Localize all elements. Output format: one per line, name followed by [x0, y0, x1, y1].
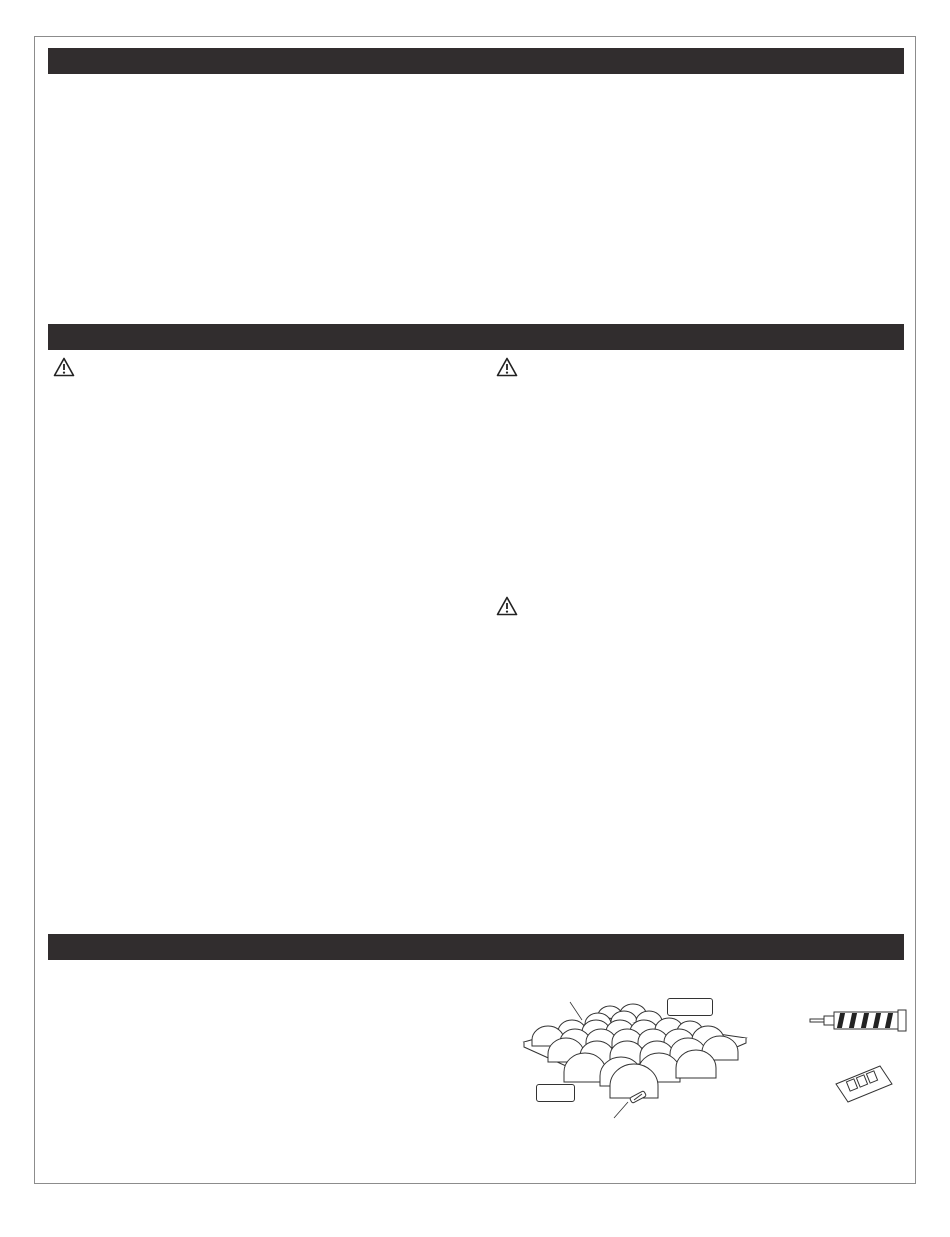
section-header-bar-1 — [48, 48, 904, 74]
warning-triangle-icon — [53, 357, 75, 377]
page-frame — [34, 36, 916, 1184]
air-cell-cushion-illustration — [510, 990, 760, 1125]
warning-triangle-icon — [496, 357, 518, 377]
section-header-bar-3 — [48, 934, 904, 960]
hand-pump-illustration — [808, 1004, 912, 1036]
callout-label-box — [667, 998, 713, 1016]
repair-kit-illustration — [832, 1060, 896, 1104]
section-header-bar-2 — [48, 324, 904, 350]
callout-label-box — [536, 1084, 575, 1102]
warning-triangle-icon — [496, 596, 518, 616]
